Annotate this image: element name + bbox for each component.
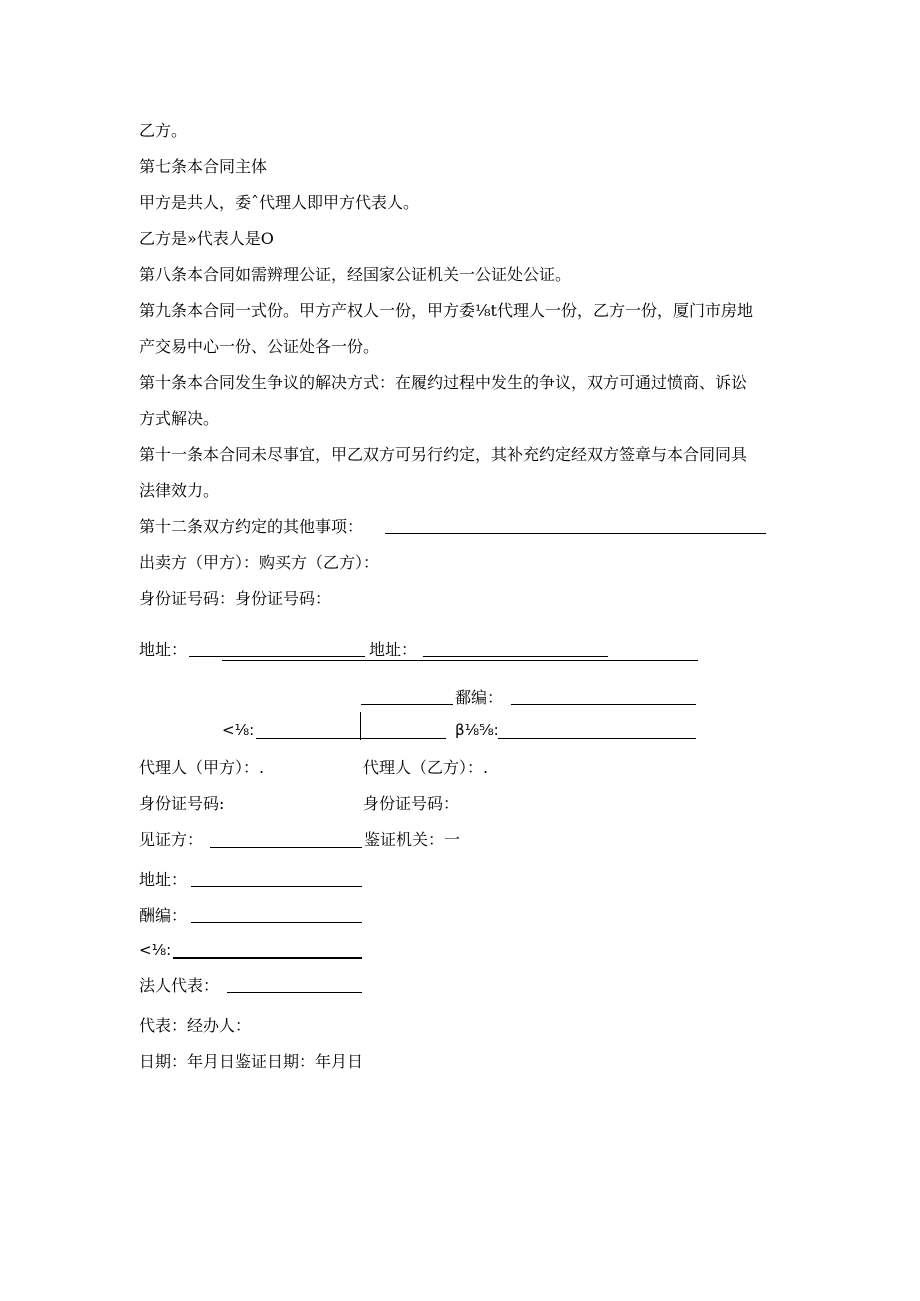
article-7-heading: 第七条本合同主体 (139, 157, 268, 176)
parties-line: 出卖方（甲方）：购买方（乙方）： (139, 553, 380, 572)
article-9: 第九条本合同一式份。甲方产权人一份，甲方委⅛t代理人一份，乙方一份，厦门市房地 (139, 301, 753, 320)
address-blank-b (423, 656, 608, 657)
address-blank-2 (191, 886, 362, 887)
phone-label-b: β⅛⅝: (455, 721, 499, 739)
rep-agent: 代表：经办人： (139, 1016, 252, 1035)
id-line: 身份证号码：身份证号码： (139, 589, 332, 608)
article-12: 第十二条双方约定的其他事项： (139, 517, 364, 536)
agent-b: 代理人（乙方）：. (363, 758, 489, 777)
text-line: 产交易中心一份、公证处各一份。 (139, 337, 380, 356)
witness-blank (210, 847, 362, 848)
text-line: 甲方是共人，委ˆ代理人即甲方代表人。 (139, 193, 420, 212)
address-label-2: 地址： (139, 870, 188, 889)
address-label: 地址： (139, 640, 188, 659)
postcode-label-2: 酬编： (139, 906, 188, 925)
witness-label: 见证方： (139, 830, 204, 849)
postcode-blank-2 (191, 922, 362, 923)
postcode-label: 鄱编： (455, 688, 504, 707)
id-b: 身份证号码： (363, 794, 460, 813)
legal-rep-blank (227, 992, 362, 993)
postcode-blank (511, 704, 696, 705)
rule-line (222, 660, 698, 661)
legal-rep-label: 法人代表： (139, 976, 220, 995)
article-10: 第十条本合同发生争议的解决方式：在履约过程中发生的争议，双方可通过愤商、诉讼 (139, 373, 748, 392)
phone-blank-b (498, 738, 696, 739)
article-11: 第十一条本合同未尽事宜，甲乙双方可另行约定，其补充约定经双方签章与本合同同具 (139, 445, 748, 464)
notary-label: 鉴证机关：一 (364, 830, 461, 849)
address-blank (189, 656, 365, 657)
text-line: 方式解决。 (139, 409, 220, 428)
blank-line (361, 704, 453, 705)
phone-label-2: <⅛: (139, 941, 172, 959)
id-a: 身份证号码: (139, 794, 225, 813)
phone-label: <⅛: (222, 721, 255, 739)
phone-blank-2 (173, 957, 362, 959)
article-8: 第八条本合同如需辨理公证，经国家公证机关一公证处公证。 (139, 265, 572, 284)
dates-line: 日期：年月日鉴证日期：年月日 (139, 1052, 364, 1071)
text-line: 乙方是»代表人是O (139, 229, 274, 248)
agent-a: 代理人（甲方）：. (139, 758, 265, 777)
divider (360, 712, 361, 740)
phone-blank (256, 738, 446, 739)
text-line: 乙方。 (139, 121, 188, 140)
blank-line (385, 533, 766, 534)
text-line: 法律效力。 (139, 481, 220, 500)
address-label-b: 地址： (369, 640, 418, 659)
